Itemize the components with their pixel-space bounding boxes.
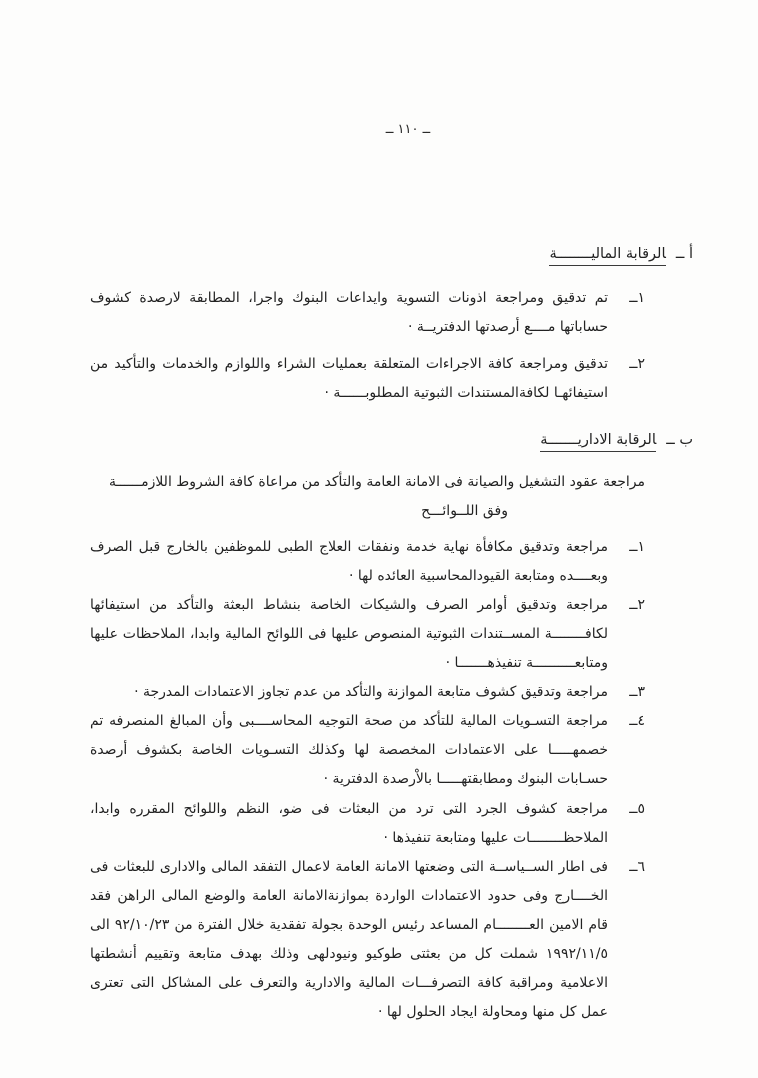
item-number: ٦ــ	[629, 859, 645, 875]
page-content	[90, 240, 693, 1027]
section-b-heading	[90, 426, 693, 455]
item-text: تدقيق ومراجعة كافة الاجراءات المتعلقة بعمليات الشراء واللوازم والخدمات والتأكيد من استيفائهـا لكافةالمستندات الثبوتية المطلوبــــــة ·	[90, 356, 608, 401]
item-text: مراجعة وتدقيق مكافأة نهاية خدمة ونفقات العلاج الطبى للموظفين بالخارج قبل الصرف وبعــــده ومتابعة القيودالمحاسبية العائده لها ·	[90, 539, 608, 584]
list-item	[90, 284, 693, 342]
page-number: ــ ١١٠ ــ	[385, 122, 431, 137]
section-a-heading	[90, 240, 693, 269]
item-number: ٢ــ	[629, 356, 645, 372]
item-text: مراجعة التسـويات المالية للتأكد من صحة التوجيه المحاســــبى وأن المبالغ المنصرفه تم خصمهـــــا على الاعتمادات المخصصة لها وكذلك التسـويات الخاصة بكشوف أرصدة حسـابات البنوك ومطابقتهـــــا بالاْرصدة الدفترية ·	[90, 713, 608, 787]
section-a-marker: أ ــ	[675, 246, 693, 262]
section-b-title: الرقابة الاداريـــــــة	[540, 432, 656, 452]
item-number: ١ــ	[629, 539, 645, 555]
item-number: ٢ــ	[629, 597, 645, 613]
item-text: تم تدقيق ومراجعة اذونات التسوية وايداعات البنوك واجرا، المطابقة لارصدة كشوف حساباتها مــــع أرصدتها الدفتريــة ·	[90, 290, 608, 335]
section-b-intro-line2: وفق اللــوائـــح	[421, 503, 508, 519]
list-item	[90, 350, 693, 408]
list-item	[90, 591, 693, 678]
item-number: ٣ــ	[629, 684, 645, 700]
item-number: ١ــ	[629, 290, 645, 306]
item-text: مراجعة وتدقيق كشوف متابعة الموازنة والتأكد من عدم تجاوز الاعتمادات المدرجة ·	[134, 684, 608, 700]
item-number: ٤ــ	[629, 713, 645, 729]
section-b-intro-line1: مراجعة عقود التشغيل والصيانة فى الامانة العامة والتأكد من مراعاة كافة الشروط اللازمــــــة	[108, 474, 645, 490]
list-item	[90, 678, 693, 707]
list-item	[90, 795, 693, 853]
list-item	[90, 533, 693, 591]
item-text: مراجعة وتدقيق أوامر الصرف والشيكات الخاصة بنشاط البعثة والتأكد من استيفائها لكافــــــــة المســتندات الثبوتية المنصوص عليها فى اللوائح المالية وابدا، الملاحظات عليها ومتابعــــــــــة تنفيذهـــــــا ·	[90, 597, 608, 671]
item-number: ٥ــ	[629, 801, 645, 817]
section-b-marker: ب ــ	[666, 432, 693, 448]
item-text: مراجعة كشوف الجرد التى ترد من البعثات فى ضو، النظم واللوائح المقرره وابدا، الملاحظــــــــات عليها ومتابعة تنفيذها ·	[90, 801, 608, 846]
section-a-title: الرقابة الماليــــــــة	[549, 246, 665, 266]
list-item	[90, 853, 693, 1027]
item-text: فى اطار الســياســة التى وضعتها الامانة العامة لاعمال التفقد المالى والادارى للبعثات فى الخــــارج وفى حدود الاعتمادات الواردة بموازنةالامانة العامة والوضع المالى الراهن فقد قام الامين العــــــــام المساعد رئيس الوحدة بجولة تفقدية خلال الفترة من ٩٢/١٠/٢٣ الى ١٩٩٢/١١/٥ شملت كل من بعثتى طوكيو ونيودلهى وذلك بهدف متابعة وتقييم أنشطتها الاعلامية ومراقبة كافة التصرفـــات المالية والادارية والتعرف على المشاكل التى تعترى عمل كل منها ومحاولة ايجاد الحلول لها ·	[90, 859, 608, 1020]
list-item	[90, 707, 693, 794]
